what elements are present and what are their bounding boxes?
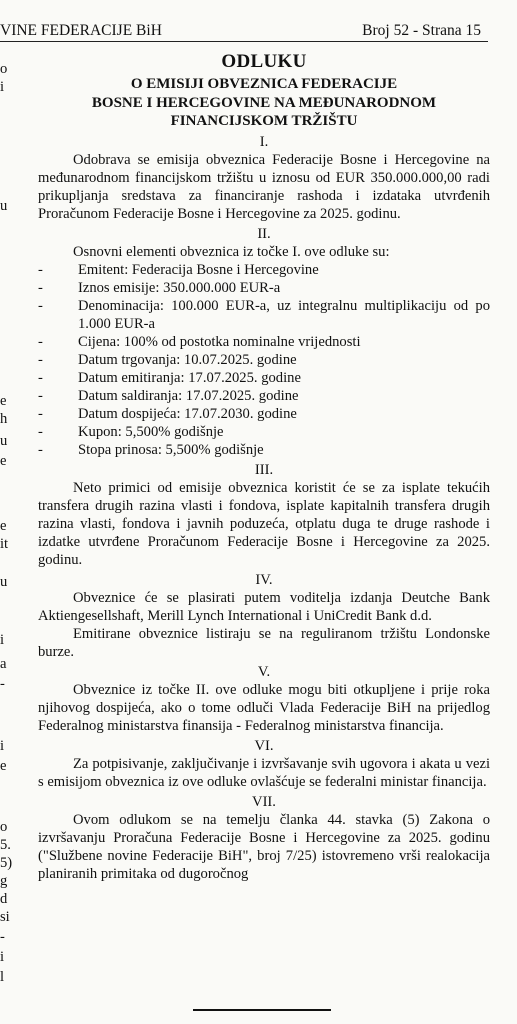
margin-fragment: a — [0, 656, 7, 672]
section-number-5: V. — [257, 663, 271, 680]
section-3-text: Neto primici od emisije obveznica koristit će se za isplate tekućih transfera drugih razina vlasti i fondova, isplate kapitalnih transfera drugih razina vlasti, fondova i javnih poduzeća, otplatu duga te druge rashode i izdatke utvrđene Proračunom Federacije Bosne i Hercegovine za 2025. godinu. — [38, 479, 490, 568]
dash-bullet: - — [38, 423, 43, 440]
section-1-text: Odobrava se emisija obveznica Federacije Bosne i Hercegovine na međunarodnom financijskom tržištu u iznosu od EUR 350.000.000,00 radi prikupljanja sredstava za financiranje rashoda i izdataka utvrđenih Proračunom Federacije Bosne i Hercegovine za 2025. godinu. — [38, 151, 490, 222]
margin-fragment: i — [0, 738, 5, 754]
section-number-1: I. — [259, 133, 269, 150]
dash-bullet: - — [38, 387, 43, 404]
margin-fragment: o — [0, 61, 8, 77]
title-line-2: BOSNE I HERCEGOVINE NA MEĐUNARODNOM — [91, 94, 437, 111]
list-item: - Cijena: 100% od postotka nominalne vrijednosti — [38, 333, 361, 350]
decision-document — [38, 51, 490, 883]
margin-fragment: - — [0, 676, 5, 692]
margin-fragment: h — [0, 411, 8, 427]
margin-fragment: l — [0, 969, 5, 985]
section-4-text-2: Emitirane obveznice listiraju se na reguliranom tržištu Londonske burze. — [38, 625, 490, 660]
margin-fragment: d — [0, 891, 8, 907]
title-line-1: O EMISIJI OBVEZNICA FEDERACIJE — [130, 76, 398, 92]
section-5-text: Obveznice iz točke II. ove odluke mogu biti otkupljene i prije roka njihovog dospijeća, ako o tome odluči Vlada Federacije BiH na prijedlog Federalnog ministarstva finansija - Federalnog ministarstva financija. — [38, 681, 490, 734]
margin-fragment: e — [0, 393, 7, 409]
margin-fragment: 5) — [0, 855, 12, 871]
margin-fragment: e — [0, 518, 7, 534]
section-7-text: Ovom odlukom se na temelju članka 44. stavka (5) Zakona o izvršavanju Proračuna Federacije Bosne i Hercegovine za 2025. godinu ("Službene novine Federacije BiH", broj 7/25) istovremeno vrši realokacija planiranih primitaka od dugoročnog — [38, 811, 490, 882]
margin-fragment: o — [0, 819, 8, 835]
margin-fragment: i — [0, 79, 5, 95]
header-rule — [0, 41, 488, 42]
margin-fragment: - — [0, 929, 5, 945]
list-item: - Datum emitiranja: 17.07.2025. godine — [38, 369, 301, 386]
list-item: - Datum saldiranja: 17.07.2025. godine — [38, 387, 299, 404]
section-number-3: III. — [254, 461, 274, 478]
margin-fragment: g — [0, 873, 8, 889]
list-item: - Denominacija: 100.000 EUR-a, uz integralnu multiplikaciju od po 1.000 EUR-a — [38, 297, 490, 332]
margin-fragment: i — [0, 632, 5, 648]
dash-bullet: - — [38, 333, 43, 350]
gazette-title: VINE FEDERACIJE BiH — [0, 22, 162, 39]
title-line-3: FINANCIJSKOM TRŽIŠTU — [170, 113, 358, 129]
dash-bullet: - — [38, 261, 43, 278]
document-title: ODLUKU — [221, 51, 307, 72]
margin-fragment: i — [0, 949, 5, 965]
section-4-text-1: Obveznice će se plasirati putem voditelja izdanja Deutche Bank Aktiengesellshaft, Merill Lynch International i UniCredit Bank d.d. — [38, 589, 490, 624]
section-number-4: IV. — [255, 571, 273, 588]
section-6-text: Za potpisivanje, zaključivanje i izvršavanje svih ugovora i akata u vezi s emisijom obveznica iz ove odluke ovlašćuje se federalni ministar financija. — [38, 755, 490, 790]
list-item: - Datum dospijeća: 17.07.2030. godine — [38, 405, 297, 422]
dash-bullet: - — [38, 279, 43, 296]
dash-bullet: - — [38, 351, 43, 368]
margin-fragment: e — [0, 453, 7, 469]
list-item: - Stopa prinosa: 5,500% godišnje — [38, 441, 264, 458]
dash-bullet: - — [38, 441, 43, 458]
margin-fragment: u — [0, 433, 8, 449]
list-item: - Kupon: 5,500% godišnje — [38, 423, 224, 440]
section-2-intro: Osnovni elementi obveznica iz točke I. ove odluke su: — [73, 243, 390, 260]
margin-fragment: e — [0, 758, 7, 774]
page-header — [0, 0, 517, 42]
margin-fragment: it — [0, 536, 9, 552]
pen-underline-mark — [193, 1009, 331, 1011]
section-number-6: VI. — [254, 737, 274, 754]
section-number-2: II. — [257, 225, 271, 242]
list-item: - Emitent: Federacija Bosne i Hercegovine — [38, 261, 319, 278]
dash-bullet: - — [38, 405, 43, 422]
dash-bullet: - — [38, 369, 43, 386]
margin-fragment: u — [0, 198, 8, 214]
dash-bullet: - — [38, 297, 43, 314]
list-item: - Datum trgovanja: 10.07.2025. godine — [38, 351, 297, 368]
bond-elements-list — [38, 261, 490, 459]
margin-fragment: si — [0, 909, 10, 925]
list-item: - Iznos emisije: 350.000.000 EUR-a — [38, 279, 281, 296]
margin-fragment: 5. — [0, 837, 11, 853]
issue-page-number: Broj 52 - Strana 15 — [362, 22, 481, 39]
section-number-7: VII. — [252, 793, 276, 810]
left-column-fragments — [0, 0, 12, 1024]
margin-fragment: u — [0, 574, 8, 590]
